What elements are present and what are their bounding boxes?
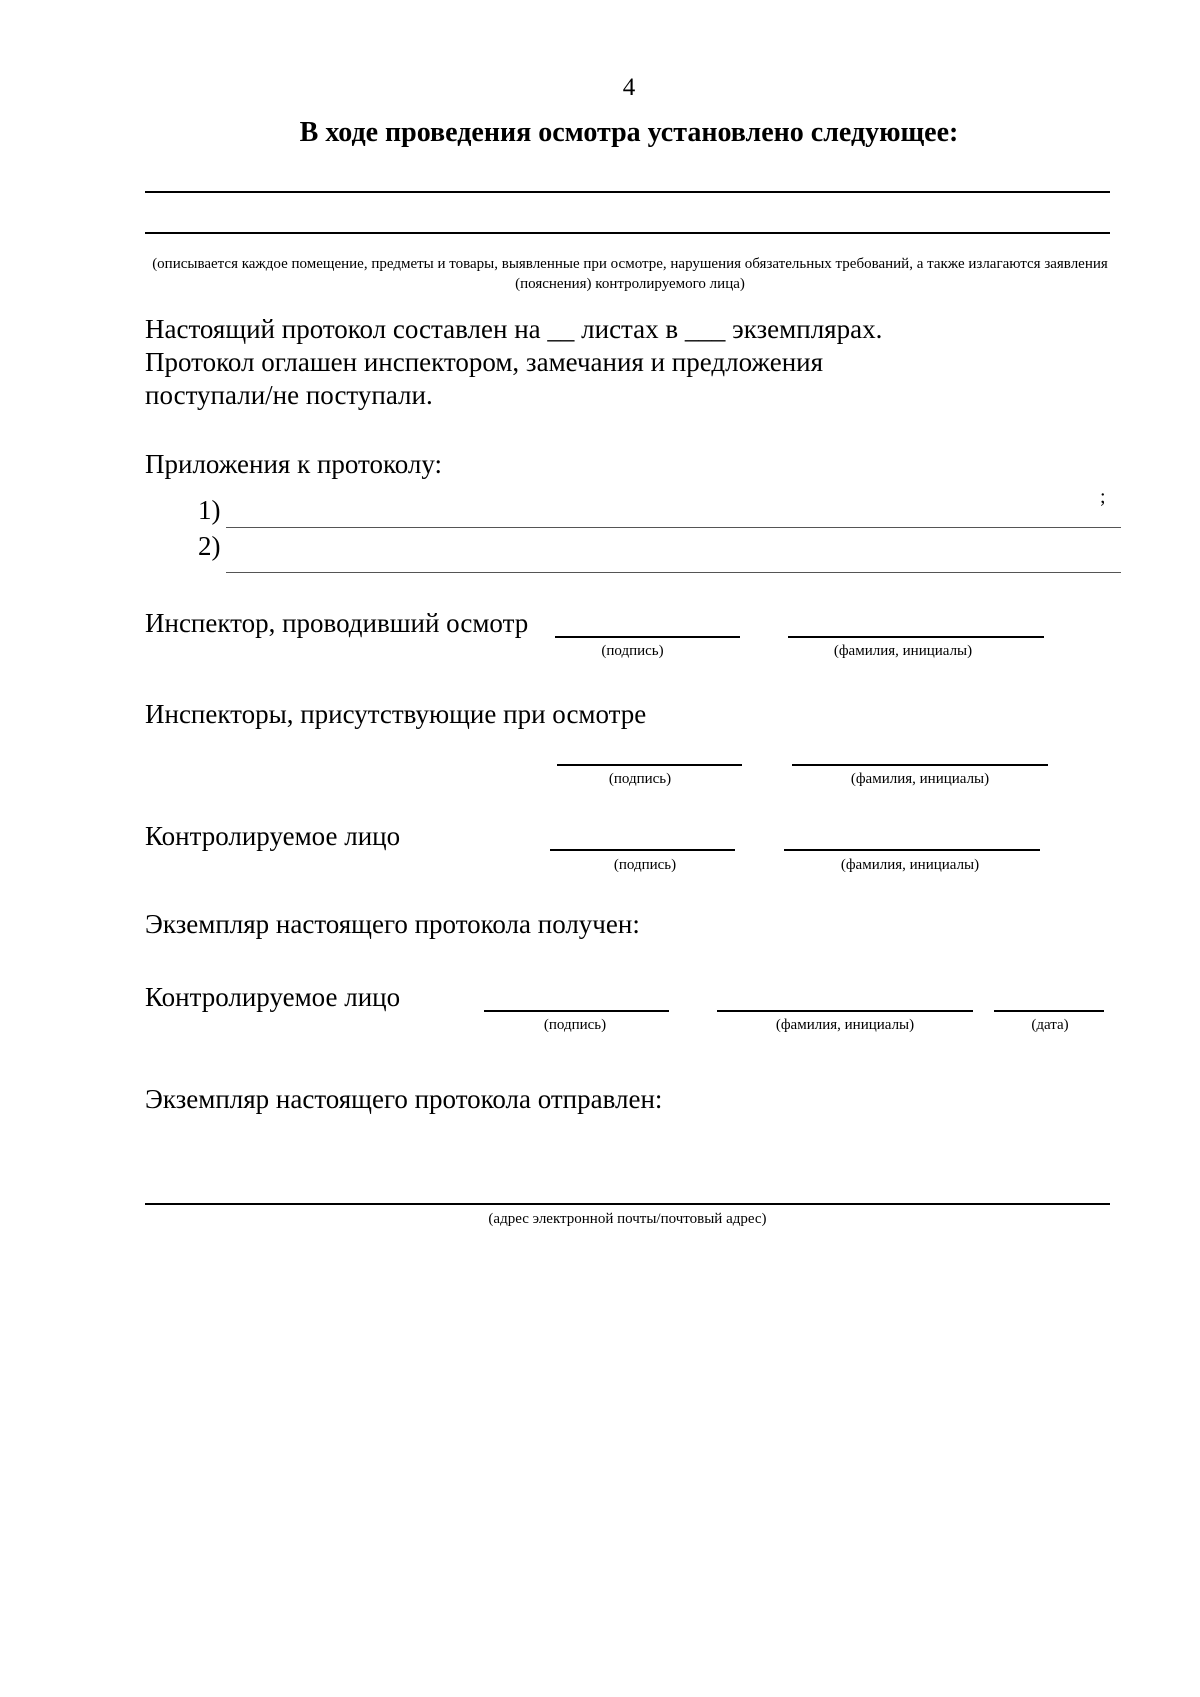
controlled-person-label: Контролируемое лицо [145,821,401,851]
copy-received-name-line [717,1010,973,1012]
inspector-label: Инспектор, проводивший осмотр [145,608,529,638]
inspectors-present-name-caption: (фамилия, инициалы) [850,771,990,787]
copy-received-signature-caption: (подпись) [543,1017,607,1033]
section-heading: В ходе проведения осмотра установлено следующее: [299,117,959,148]
inspectors-present-signature-caption: (подпись) [608,771,672,787]
inspectors-present-label: Инспекторы, присутствующие при осмотре [145,699,647,729]
attachments-title: Приложения к протоколу: [145,449,443,479]
copy-received-title: Экземпляр настоящего протокола получен: [145,909,640,939]
controlled-person-signature-caption: (подпись) [613,857,677,873]
findings-line-2 [145,232,1110,234]
copy-sent-address-line [145,1203,1110,1205]
protocol-sheets-line: Настоящий протокол составлен на __ листах в ___ экземплярах. [145,314,883,344]
inspector-name-caption: (фамилия, инициалы) [833,643,973,659]
copy-received-label: Контролируемое лицо [145,982,401,1012]
copy-sent-title: Экземпляр настоящего протокола отправлен: [145,1084,663,1114]
inspector-signature-line [555,636,740,638]
attachment-line-2 [226,572,1121,573]
copy-received-signature-line [484,1010,669,1012]
attachment-line-1 [226,527,1121,528]
page-number: 4 [622,74,636,101]
controlled-person-name-line [784,849,1040,851]
copy-received-date-line [994,1010,1104,1012]
inspectors-present-signature-line [557,764,742,766]
controlled-person-signature-line [550,849,735,851]
copy-sent-address-caption: (адрес электронной почты/почтовый адрес) [488,1211,767,1227]
attachment-number: 1) [198,495,221,525]
attachment-end-mark: ; [1100,486,1106,508]
copy-received-date-caption: (дата) [1031,1017,1069,1033]
attachment-number: 2) [198,531,221,561]
protocol-announced-line: Протокол оглашен инспектором, замечания и предложения [145,347,824,377]
findings-caption: (описывается каждое помещение, предметы и товары, выявленные при осмотре, нарушения обязательных требований, а также излагаются заявления (пояснения) контролируемого лица) [152,256,1108,292]
copy-received-name-caption: (фамилия, инициалы) [775,1017,915,1033]
inspector-name-line [788,636,1044,638]
inspectors-present-name-line [792,764,1048,766]
controlled-person-name-caption: (фамилия, инициалы) [840,857,980,873]
protocol-remarks-line: поступали/не поступали. [145,380,433,410]
inspector-signature-caption: (подпись) [601,643,664,659]
findings-line-1 [145,191,1110,193]
